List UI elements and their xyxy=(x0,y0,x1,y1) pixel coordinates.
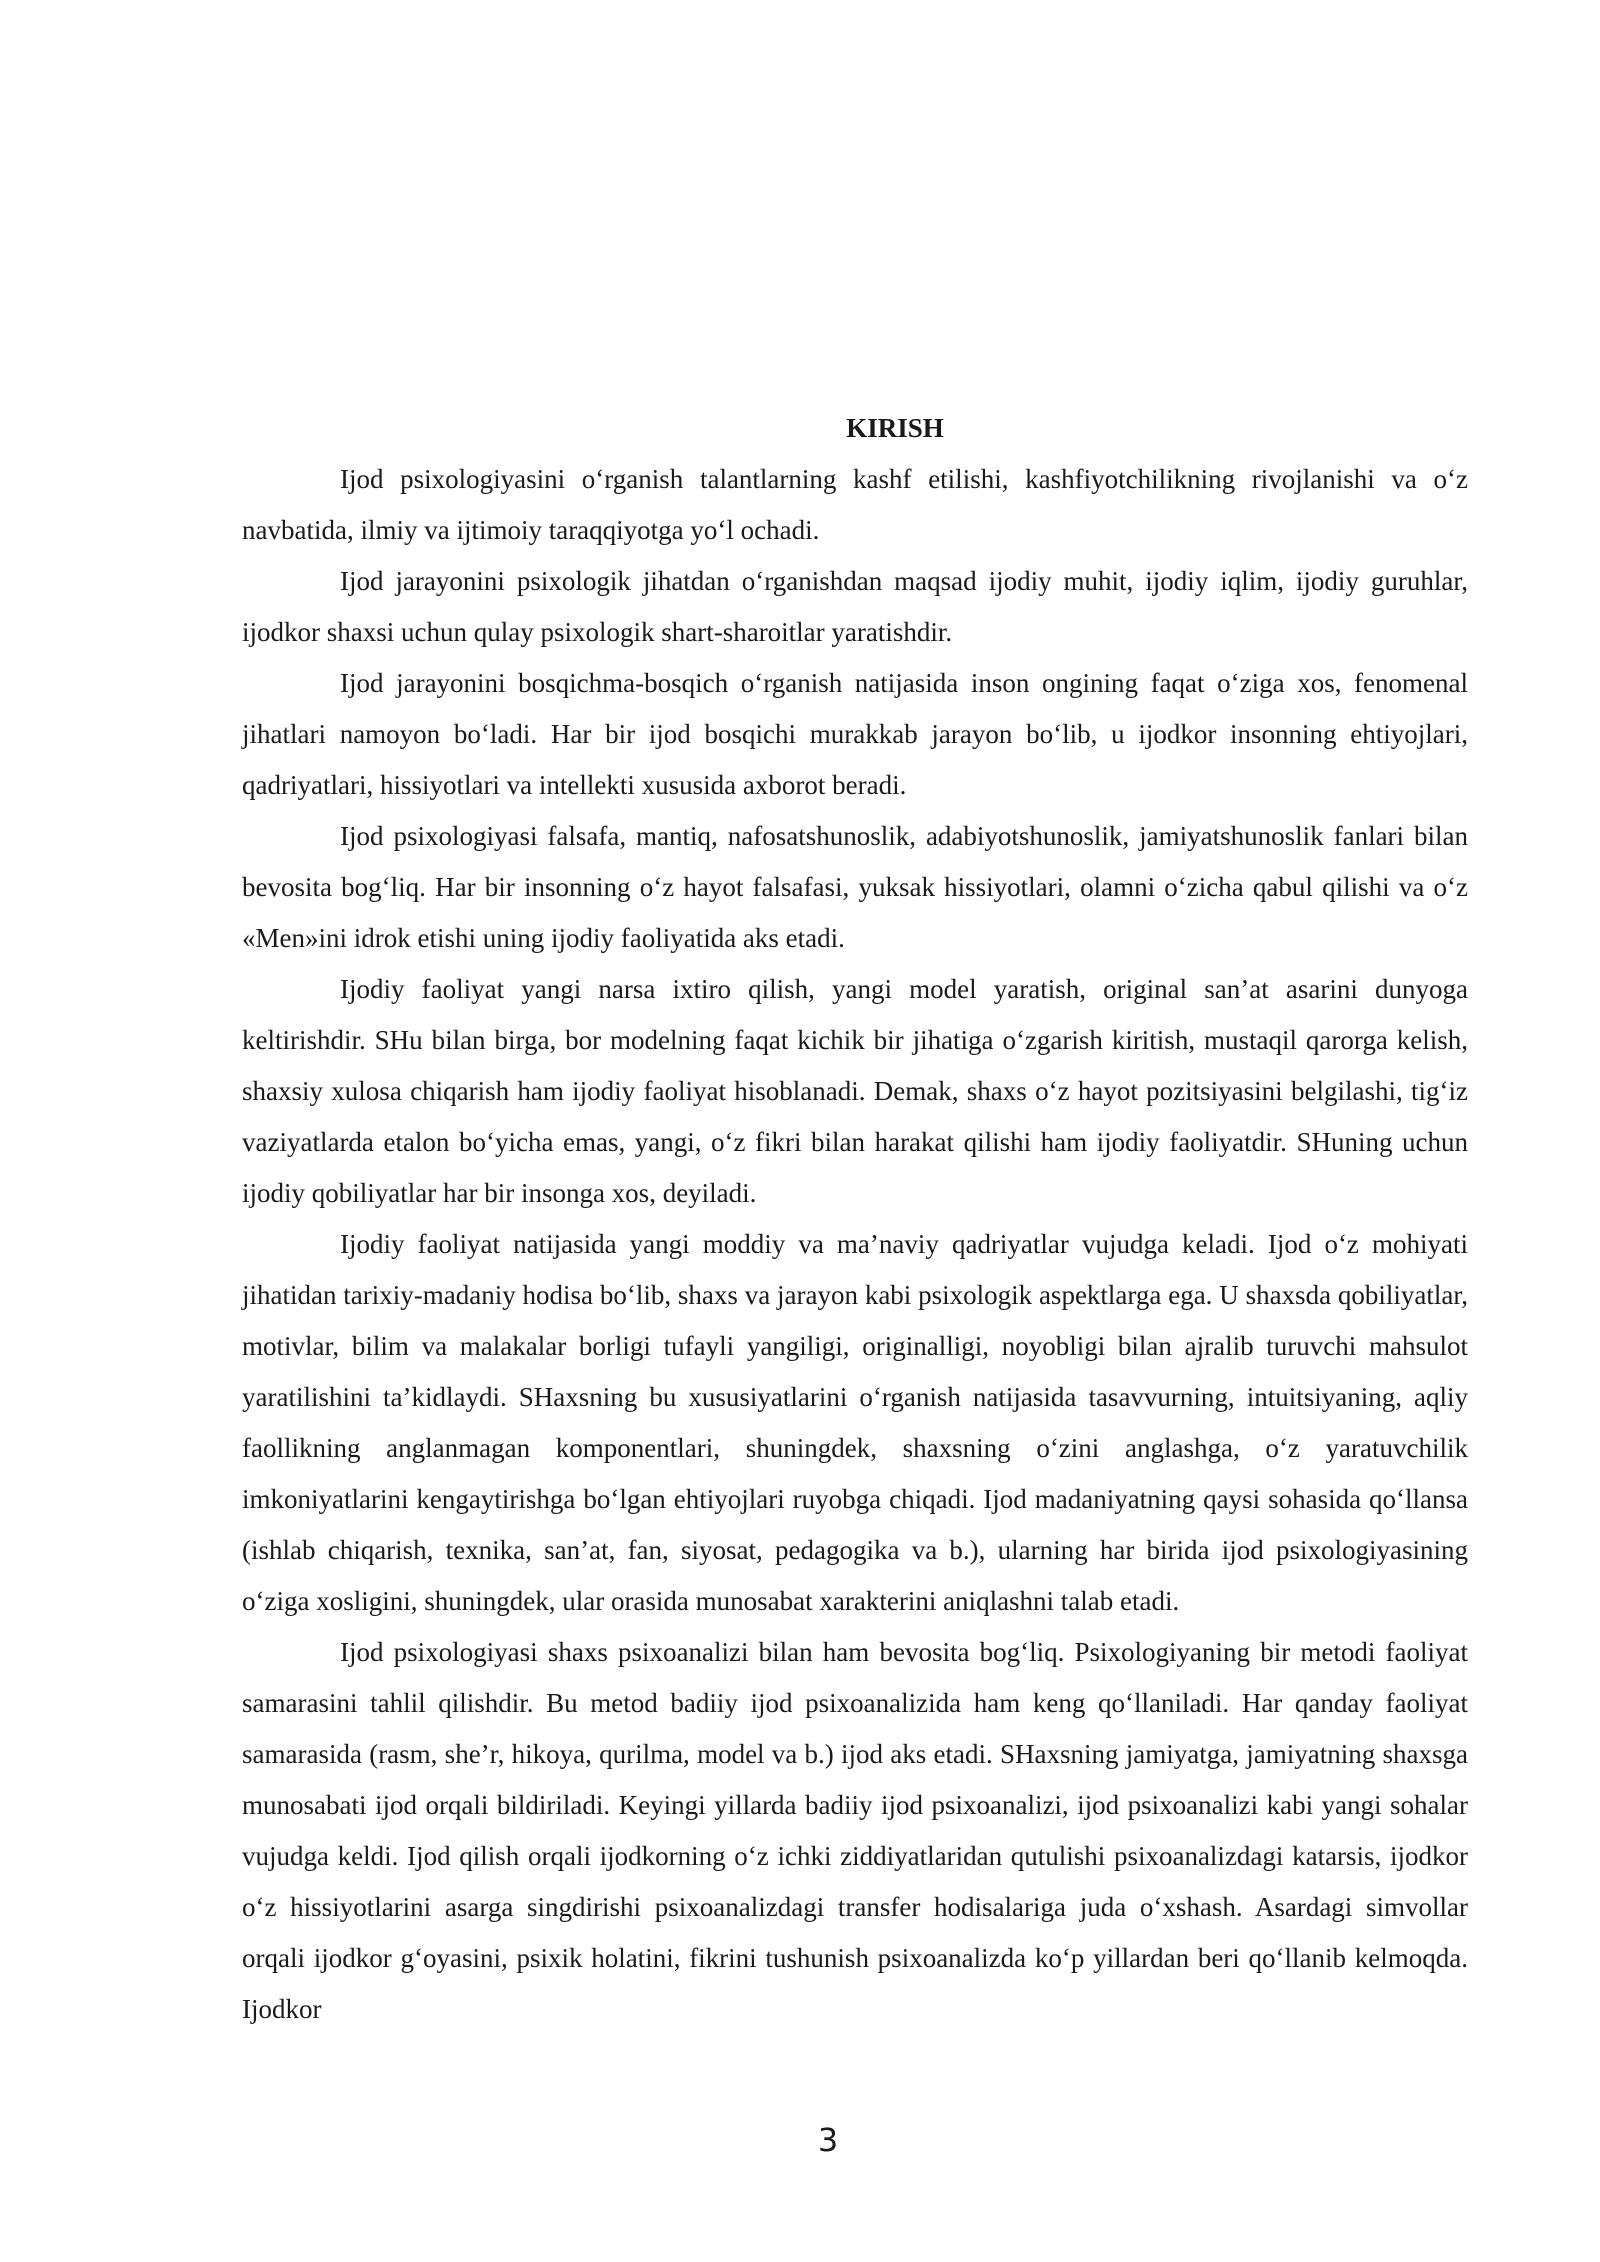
paragraph-1: Ijod psixologiyasini o‘rganish talantlarning kashf etilishi, kashfiyotchilikning rivojlanishi va o‘z navbatida, ilmiy va ijtimoiy taraqqiyotga yo‘l ochadi. xyxy=(242,464,1468,545)
paragraph-2: Ijod jarayonini psixologik jihatdan o‘rganishdan maqsad ijodiy muhit, ijodiy iqlim, ijodiy guruhlar, ijodkor shaxsi uchun qulay psixologik shart-sharoitlar yaratishdir. xyxy=(242,566,1468,647)
paragraph-6: Ijodiy faoliyat natijasida yangi moddiy va ma’naviy qadriyatlar vujudga keladi. Ijod o‘z mohiyati jihatidan tarixiy-madaniy hodisa bo‘lib, shaxs va jarayon kabi psixologik aspektlarga ega. U shaxsda qobiliyatlar, motivlar, bilim va malakalar borligi tufayli yangiligi, originalligi, noyobligi bilan ajralib turuvchi mahsulot yaratilishini ta’kidlaydi. SHaxsning bu xususiyatlarini o‘rganish natijasida tasavvurning, intuitsiyaning, aqliy faollikning anglanmagan komponentlari, shuningdek, shaxsning o‘zini anglashga, o‘z yaratuvchilik imkoniyatlarini kengaytirishga bo‘lgan ehtiyojlari ruyobga chiqadi. Ijod madaniyatning qaysi sohasida qo‘llansa (ishlab chiqarish, texnika, san’at, fan, siyosat, pedagogika va b.), ularning har birida ijod psixologiyasining o‘ziga xosligini, shuningdek, ular orasida munosabat xarakterini aniqlashni talab etadi. xyxy=(242,1229,1468,1616)
paragraph-3: Ijod jarayonini bosqichma-bosqich o‘rganish natijasida inson ongining faqat o‘ziga xos, fenomenal jihatlari namoyon bo‘ladi. Har bir ijod bosqichi murakkab jarayon bo‘lib, u ijodkor insonning ehtiyojlari, qadriyatlari, hissiyotlari va intellekti xususida axborot beradi. xyxy=(242,668,1468,800)
paragraph-7: Ijod psixologiyasi shaxs psixoanalizi bilan ham bevosita bog‘liq. Psixologiyaning bir metodi faoliyat samarasini tahlil qilishdir. Bu metod badiiy ijod psixoanalizida ham keng qo‘llaniladi. Har qanday faoliyat samarasida (rasm, she’r, hikoya, qurilma, model va b.) ijod aks etadi. SHaxsning jamiyatga, jamiyatning shaxsga munosabati ijod orqali bildiriladi. Keyingi yillarda badiiy ijod psixoanalizi, ijod psixoanalizi kabi yangi sohalar vujudga keldi. Ijod qilish orqali ijodkorning o‘z ichki ziddiyatlaridan qutulishi psixoanalizdagi katarsis, ijodkor o‘z hissiyotlarini asarga singdirishi psixoanalizdagi transfer hodisalariga juda o‘xshash. Asardagi simvollar orqali ijodkor g‘oyasini, psixik holatini, fikrini tushunish psixoanalizda ko‘p yillardan beri qo‘llanib kelmoqda. Ijodkor xyxy=(242,1637,1468,2024)
document-body xyxy=(242,403,1468,2035)
section-heading: KIRISH xyxy=(846,413,944,443)
paragraph-4: Ijod psixologiyasi falsafa, mantiq, nafosatshunoslik, adabiyotshunoslik, jamiyatshunoslik fanlari bilan bevosita bog‘liq. Har bir insonning o‘z hayot falsafasi, yuksak hissiyotlari, olamni o‘zicha qabul qilishi va o‘z «Men»ini idrok etishi uning ijodiy faoliyatida aks etadi. xyxy=(242,821,1468,953)
page-number: 3 xyxy=(817,2121,839,2159)
paragraph-5: Ijodiy faoliyat yangi narsa ixtiro qilish, yangi model yaratish, original san’at asarini dunyoga keltirishdir. SHu bilan birga, bor modelning faqat kichik bir jihatiga o‘zgarish kiritish, mustaqil qarorga kelish, shaxsiy xulosa chiqarish ham ijodiy faoliyat hisoblanadi. Demak, shaxs o‘z hayot pozitsiyasini belgilashi, tig‘iz vaziyatlarda etalon bo‘yicha emas, yangi, o‘z fikri bilan harakat qilishi ham ijodiy faoliyatdir. SHuning uchun ijodiy qobiliyatlar har bir insonga xos, deyiladi. xyxy=(242,974,1468,1208)
